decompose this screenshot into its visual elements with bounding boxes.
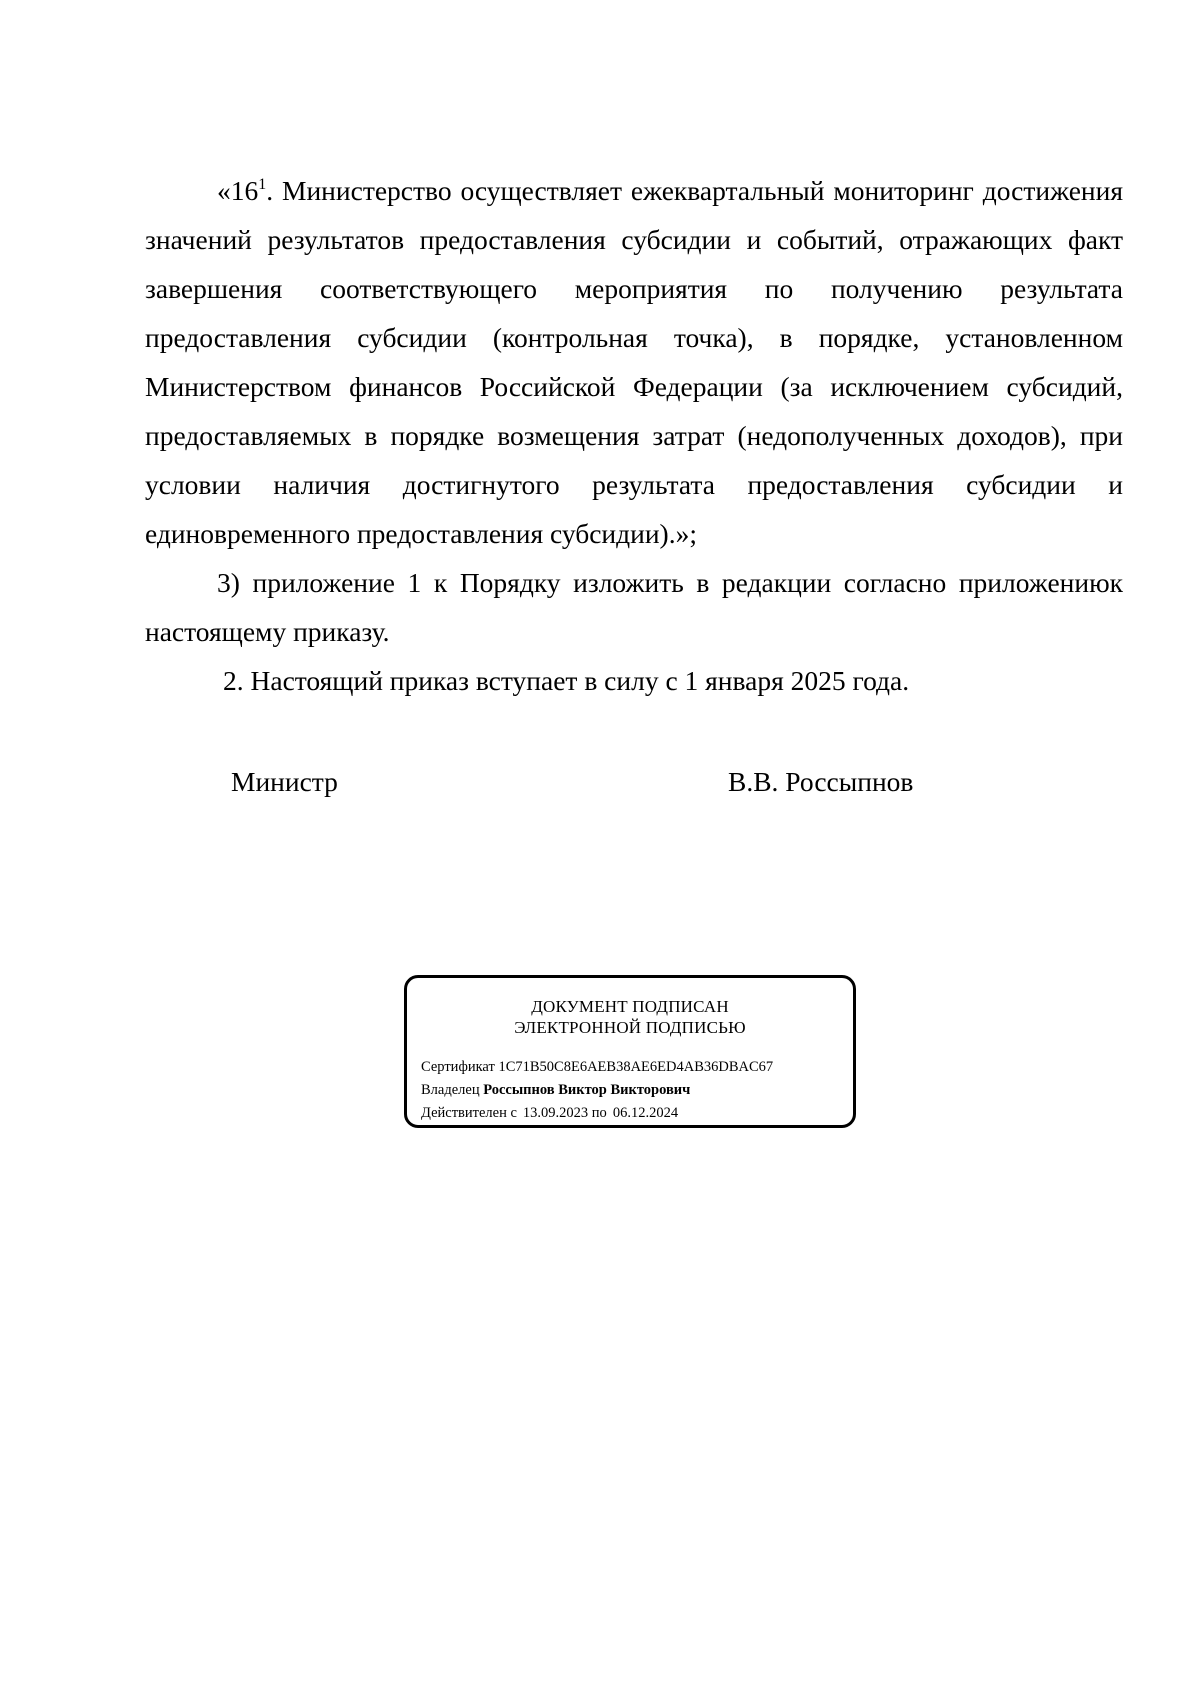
stamp-header: [407, 996, 853, 1038]
stamp-details: [421, 1056, 773, 1125]
certificate-label: Сертификат: [421, 1059, 495, 1075]
electronic-signature-stamp: [404, 975, 856, 1128]
valid-to-label: по: [591, 1105, 607, 1121]
signatory-name: В.В. Россыпнов: [728, 766, 914, 797]
stamp-header-line-2: ЭЛЕКТРОННОЙ ПОДПИСЬЮ: [514, 1018, 746, 1037]
owner-label: Владелец: [421, 1082, 480, 1098]
paragraph-16-1-superscript: 1: [258, 176, 267, 193]
paragraph-effective-date: 2. Настоящий приказ вступает в силу с 1 января 2025 года.: [223, 665, 910, 696]
valid-from-date: 13.09.2023: [522, 1105, 589, 1121]
stamp-header-line-1: ДОКУМЕНТ ПОДПИСАН: [531, 997, 729, 1016]
paragraph-16-1-text: . Министерство осуществляет ежеквартальный мониторинг достижения значений результатов предоставления субсидии и событий, отражающих факт завершения соответствующего мероприятия по получению результата предоставления субсидии (контрольная точка), в порядке, установленном Министерством финансов Российской Федерации (за исключением субсидий, предоставляемых в порядке возмещения затрат (недополученных доходов), при условии наличия достигнутого результата предоставления субсидии и единовременного предоставления субсидии).»;: [145, 175, 1123, 549]
paragraph-item-3: 3) приложение 1 к Порядку изложить в редакции согласно приложениюк настоящему приказу.: [145, 567, 1123, 647]
certificate-value: 1C71B50C8E6AEB38AE6ED4AB36DBAC67: [498, 1059, 774, 1075]
paragraph-16-1: [145, 166, 1123, 558]
valid-label: Действителен: [421, 1105, 507, 1121]
valid-from-label: с: [510, 1105, 517, 1121]
stamp-validity-row: [421, 1102, 773, 1125]
valid-to-date: 06.12.2024: [612, 1105, 679, 1121]
stamp-owner-row: [421, 1079, 773, 1102]
document-body: [145, 166, 1123, 705]
owner-value: Россыпнов Виктор Викторович: [483, 1082, 691, 1098]
signatory-title: Министр: [231, 766, 338, 797]
stamp-certificate-row: [421, 1056, 773, 1079]
paragraph-16-1-lead: «16: [217, 175, 259, 206]
